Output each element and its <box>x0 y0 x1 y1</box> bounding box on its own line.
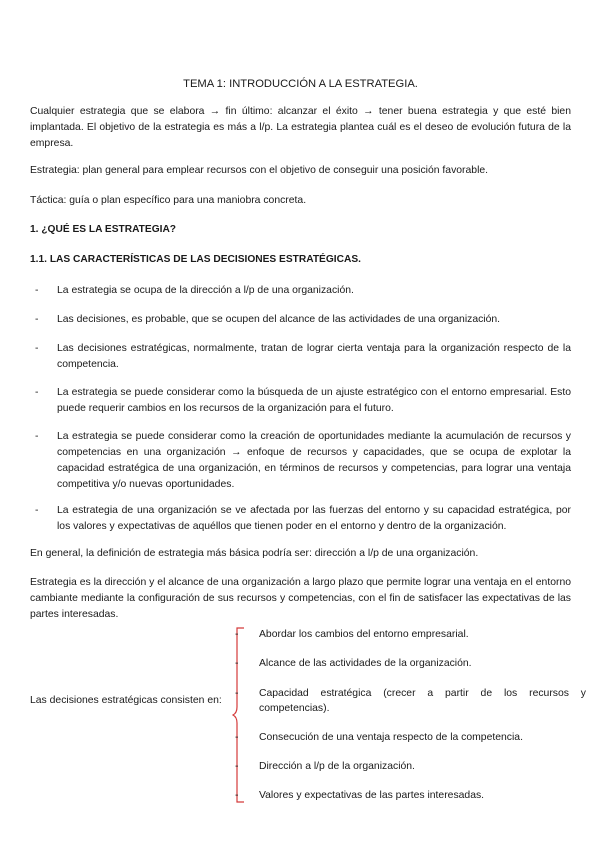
section-heading-1-1: 1.1. LAS CARACTERÍSTICAS DE LAS DECISIONES ESTRATÉGICAS. <box>30 254 361 265</box>
list-item-text: Alcance de las actividades de la organización. <box>259 658 472 669</box>
intro-paragraph: Cualquier estrategia que se elabora → fin último: alcanzar el éxito → tener buena estrategia y que esté bien implantada. El objetivo de la estrategia es más a l/p. La estrategia plantea cuál es el deseo de evolución futura de la empresa. <box>30 106 571 149</box>
list-item-text: Capacidad estratégica (crecer a partir de los recursos y competencias). <box>259 688 586 714</box>
bullet-dash: - <box>235 761 239 772</box>
bullet-dash: - <box>235 658 239 669</box>
list-item-text: La estrategia se puede considerar como la creación de oportunidades mediante la acumulación de recursos y competencias en una organización → enfoque de recursos y capacidades, que se ocupa de explotar la capacidad estratégica de una organización, en términos de recursos y competencias, para lograr una ventaja competitiva y/o nuevas oportunidades. <box>57 431 571 490</box>
list-item <box>235 686 586 716</box>
bullet-dash: - <box>35 505 39 516</box>
bullet-dash: - <box>235 732 239 743</box>
list-item-text: Abordar los cambios del entorno empresarial. <box>259 629 469 640</box>
list-item-text: Las decisiones estratégicas, normalmente, tratan de lograr cierta ventaja para la organización respecto de la competencia. <box>57 343 571 370</box>
page-title: TEMA 1: INTRODUCCIÓN A LA ESTRATEGIA. <box>183 78 418 90</box>
list-item-text: Consecución de una ventaja respecto de la competencia. <box>259 732 523 743</box>
bullet-dash: - <box>235 629 239 640</box>
estrategia-definition: Estrategia: plan general para emplear recursos con el objetivo de conseguir una posición favorable. <box>30 165 489 176</box>
list-item-text: La estrategia se puede considerar como la búsqueda de un ajuste estratégico con el entorno empresarial. Esto puede requerir cambios en los recursos de la organización para el futuro. <box>57 387 571 414</box>
general-paragraph: En general, la definición de estrategia más básica podría ser: dirección a l/p de una organización. <box>30 548 479 559</box>
list-item <box>30 341 571 373</box>
list-item <box>235 788 586 803</box>
list-item <box>235 656 586 671</box>
list-item-text: Las decisiones, es probable, que se ocupen del alcance de las actividades de una organización. <box>57 314 501 325</box>
list-item-text: Dirección a l/p de la organización. <box>259 761 415 772</box>
list-item <box>30 429 571 493</box>
bullet-dash: - <box>35 431 39 442</box>
list-item <box>30 312 571 328</box>
tactica-definition: Táctica: guía o plan específico para una maniobra concreta. <box>30 195 307 206</box>
list-item-text: La estrategia de una organización se ve afectada por las fuerzas del entorno y su capacidad estratégica, por los valores y expectativas de aquéllos que tienen poder en el entorno y dentro de la organización. <box>57 505 571 532</box>
bullet-dash: - <box>235 688 239 699</box>
bullet-dash: - <box>35 387 39 398</box>
list-item <box>235 759 586 774</box>
estrategia-full-definition: Estrategia es la dirección y el alcance de una organización a largo plazo que permite lograr una ventaja en el entorno cambiante mediante la configuración de sus recursos y competencias, con el fin de satisfacer las expectativas de las partes interesadas. <box>30 577 571 620</box>
list-item-text: La estrategia se ocupa de la dirección a l/p de una organización. <box>57 285 354 296</box>
bullet-dash: - <box>235 790 239 801</box>
bullet-dash: - <box>35 285 39 296</box>
section-heading-1: 1. ¿QUÉ ES LA ESTRATEGIA? <box>30 224 177 235</box>
list-item <box>30 503 571 535</box>
list-item <box>235 730 586 745</box>
list-item <box>30 283 571 299</box>
list-item <box>235 627 586 642</box>
bullet-dash: - <box>35 343 39 354</box>
list-item-text: Valores y expectativas de las partes interesadas. <box>259 790 485 801</box>
decisiones-label: Las decisiones estratégicas consisten en: <box>30 695 222 706</box>
list-item <box>30 385 571 417</box>
bullet-dash: - <box>35 314 39 325</box>
